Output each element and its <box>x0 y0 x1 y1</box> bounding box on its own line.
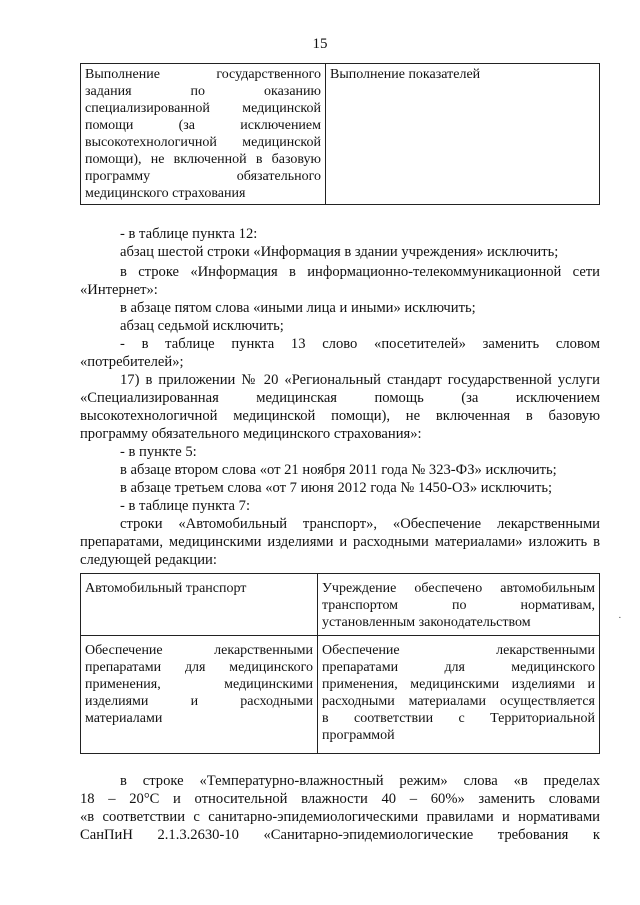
body-line: абзац шестой строки «Информация в здании учреждения» исключить; <box>120 244 559 260</box>
body-line: следующей редакции: <box>80 552 217 568</box>
body-line: высокотехнологичной медицинской помощи), не включенная в базовую <box>80 408 600 424</box>
cell-line: высокотехнологичной медицинской <box>85 135 321 150</box>
cell-line: задания по оказанию <box>85 84 321 99</box>
cell-line: препаратами для медицинского <box>322 660 595 675</box>
table-cell-left <box>81 64 326 205</box>
body-line: абзац седьмой исключить; <box>120 318 284 334</box>
body-line: в абзаце третьем слова «от 7 июня 2012 года № 1450-ОЗ» исключить; <box>120 480 553 496</box>
table-cell-transport-value <box>318 574 600 636</box>
table-cell-right <box>326 64 600 205</box>
cell-line: расходными материалами осуществляется <box>322 694 595 709</box>
body-line: в абзаце пятом слова «иными лица и иными» исключить; <box>120 300 476 316</box>
cell-line: в соответствии с Территориальной <box>322 711 595 726</box>
cell-line: препаратами для медицинского <box>85 660 313 675</box>
cell-line: транспортом по нормативам, <box>322 598 595 613</box>
cell-line: специализированной медицинской <box>85 101 321 116</box>
table-state-task <box>80 63 600 205</box>
body-line: в строке «Информация в информационно-телекоммуникационной сети <box>120 264 600 280</box>
cell-line: помощи (за исключением <box>85 118 321 133</box>
cell-line: Обеспечение лекарственными <box>322 643 595 658</box>
cell-line: Обеспечение лекарственными <box>85 643 313 658</box>
body-line: - в таблице пункта 7: <box>120 498 251 514</box>
table-cell-transport <box>81 574 318 636</box>
cell-line: материалами <box>85 711 163 726</box>
table-cell-medicines-value <box>318 636 600 754</box>
body-line: 18 – 20°С и относительной влажности 40 – 60%» заменить словами <box>80 791 600 807</box>
cell-line: Автомобильный транспорт <box>85 581 247 596</box>
body-line: - в пункте 5: <box>120 444 197 460</box>
cell-line: Выполнение государственного <box>85 67 321 82</box>
body-line: в строке «Температурно-влажностный режим» слова «в пределах <box>120 773 600 789</box>
body-line: строки «Автомобильный транспорт», «Обеспечение лекарственными <box>120 516 600 532</box>
cell-line: применения, медицинскими <box>85 677 313 692</box>
cell-line: Учреждение обеспечено автомобильным <box>322 581 595 596</box>
cell-line: установленным законодательством <box>322 615 531 630</box>
cell-line: программу обязательного <box>85 169 321 184</box>
body-line: - в таблице пункта 13 слово «посетителей» заменить словом <box>120 336 600 352</box>
body-line: препаратами, медицинскими изделиями и расходными материалами» изложить в <box>80 534 600 550</box>
body-line: «Интернет»: <box>80 282 158 298</box>
margin-mark: · <box>618 612 622 624</box>
cell-line: Выполнение показателей <box>330 67 481 82</box>
body-line: - в таблице пункта 12: <box>120 226 258 242</box>
table-cell-medicines <box>81 636 318 754</box>
cell-line: помощи), не включенной в базовую <box>85 152 321 167</box>
body-line: в абзаце втором слова «от 21 ноября 2011 года № 323-ФЗ» исключить; <box>120 462 557 478</box>
body-line: «потребителей»; <box>80 354 184 370</box>
body-line: «в соответствии с санитарно-эпидемиологическими правилами и нормативами <box>80 809 600 825</box>
cell-line: медицинского страхования <box>85 186 246 201</box>
cell-line: изделиями и расходными <box>85 694 313 709</box>
cell-line: применения, медицинскими изделиями и <box>322 677 595 692</box>
table-replacement-rows <box>80 573 600 754</box>
body-line: СанПиН 2.1.3.2630-10 «Санитарно-эпидемиологические требования к <box>80 827 600 843</box>
body-line: программу обязательного медицинского страхования»: <box>80 426 422 442</box>
page-number: 15 <box>312 36 328 52</box>
body-line: 17) в приложении № 20 «Региональный стандарт государственной услуги <box>120 372 600 388</box>
cell-line: программой <box>322 728 395 743</box>
body-line: «Специализированная медицинская помощь (за исключением <box>80 390 600 406</box>
